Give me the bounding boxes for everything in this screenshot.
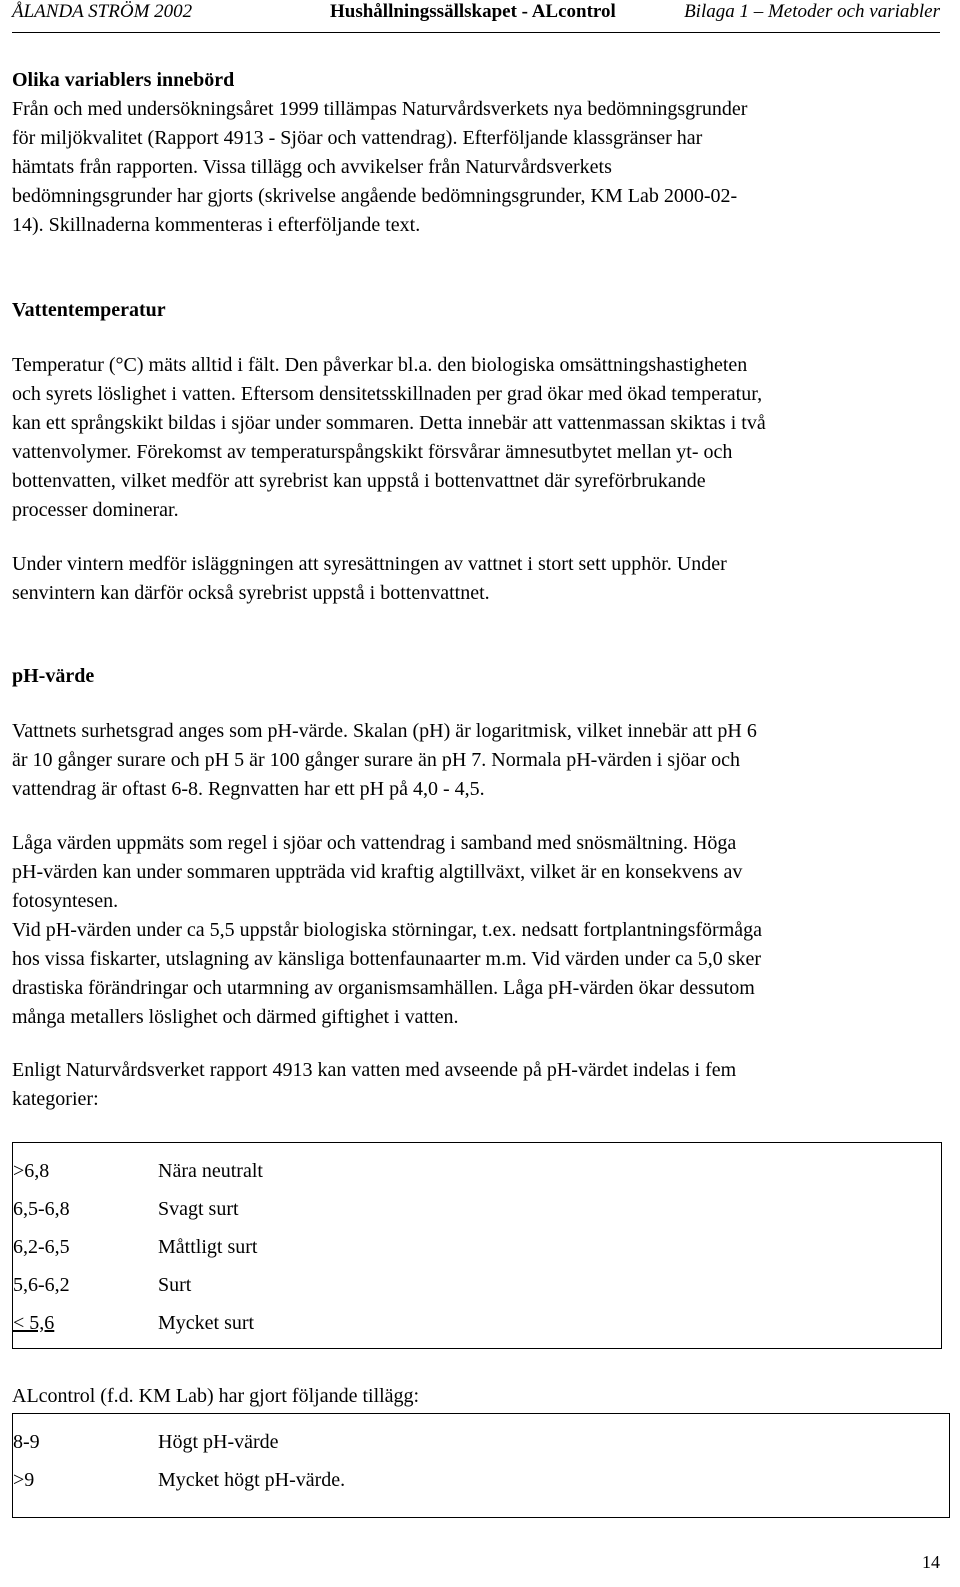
intro-line: 14). Skillnaderna kommenteras i efterföljande text. <box>12 214 421 236</box>
table-row <box>13 1192 941 1230</box>
ph-range: < 5,6 <box>13 1312 55 1334</box>
ph-line: pH-värden kan under sommaren uppträda vid kraftig algtillväxt, vilket är en konsekvens av <box>12 861 743 883</box>
ph-class: Svagt surt <box>158 1198 239 1220</box>
ph-class: Mycket surt <box>158 1312 255 1334</box>
header-center: Hushållningssällskapet - ALcontrol <box>330 1 616 22</box>
ph-class: Surt <box>158 1274 192 1296</box>
ph-class: Högt pH-värde <box>158 1431 279 1453</box>
ph-range: 5,6-6,2 <box>13 1274 70 1296</box>
addition-intro: ALcontrol (f.d. KM Lab) har gjort följande tillägg: <box>12 1385 420 1407</box>
ph-line: Vattnets surhetsgrad anges som pH-värde. Skalan (pH) är logaritmisk, vilket innebär att pH 6 <box>12 720 757 742</box>
temperature-line: bottenvatten, vilket medför att syrebrist kan uppstå i bottenvattnet där syreförbrukande <box>12 470 706 492</box>
intro-title: Olika variablers innebörd <box>12 69 235 91</box>
ph-range: >9 <box>13 1469 35 1491</box>
ph-line: fotosyntesen. <box>12 890 119 912</box>
table-row <box>13 1306 941 1344</box>
intro-line: bedömningsgrunder har gjorts (skrivelse angående bedömningsgrunder, KM Lab 2000-02- <box>12 185 738 207</box>
temperature-paragraph-2 <box>12 550 942 608</box>
addition-intro-block <box>12 1382 942 1411</box>
ph-addition-table <box>12 1413 950 1518</box>
temperature-line: senvintern kan därför också syrebrist uppstå i bottenvattnet. <box>12 582 490 604</box>
ph-class: Måttligt surt <box>158 1236 258 1258</box>
ph-line: Enligt Naturvårdsverket rapport 4913 kan vatten med avseende på pH-värdet indelas i fem <box>12 1059 737 1081</box>
temperature-line: kan ett språngskikt bildas i sjöar under sommaren. Detta innebär att vattenmassan skiktas i två <box>12 412 766 434</box>
table-row <box>13 1268 941 1306</box>
ph-line: många metallers löslighet och därmed giftighet i vatten. <box>12 1006 459 1028</box>
ph-heading: pH-värde <box>12 665 95 687</box>
ph-paragraph-1 <box>12 717 942 804</box>
temperature-line: Temperatur (°C) mäts alltid i fält. Den påverkar bl.a. den biologiska omsättningshastigheten <box>12 354 748 376</box>
temperature-paragraph-1 <box>12 351 942 525</box>
ph-range: 6,5-6,8 <box>13 1198 70 1220</box>
page-number: 14 <box>922 1552 940 1572</box>
temperature-line: vattenvolymer. Förekomst av temperaturspångskikt försvårar ämnesutbytet mellan yt- och <box>12 441 733 463</box>
temperature-line: Under vintern medför isläggningen att syresättningen av vattnet i stort sett upphör. Under <box>12 553 727 575</box>
intro-section <box>12 66 942 240</box>
intro-line: Från och med undersökningsåret 1999 tillämpas Naturvårdsverkets nya bedömningsgrunder <box>12 98 748 120</box>
table-row <box>13 1425 949 1463</box>
table-row <box>13 1463 949 1501</box>
ph-paragraph-3 <box>12 1056 942 1114</box>
header-left: ÅLANDA STRÖM 2002 <box>12 1 193 22</box>
header-right: Bilaga 1 – Metoder och variabler <box>684 1 940 22</box>
intro-line: för miljökvalitet (Rapport 4913 - Sjöar och vattendrag). Efterföljande klassgränser har <box>12 127 703 149</box>
ph-line: Vid pH-värden under ca 5,5 uppstår biologiska störningar, t.ex. nedsatt fortplantningsförmåga <box>12 919 763 941</box>
temperature-line: och syrets löslighet i vatten. Eftersom densitetsskillnaden per grad ökar med ökad temperatur, <box>12 383 763 405</box>
ph-line: kategorier: <box>12 1088 99 1110</box>
intro-line: hämtats från rapporten. Vissa tillägg och avvikelser från Naturvårdsverkets <box>12 156 612 178</box>
ph-line: Låga värden uppmäts som regel i sjöar och vattendrag i samband med snösmältning. Höga <box>12 832 737 854</box>
ph-range: 8-9 <box>13 1431 40 1453</box>
ph-class: Mycket högt pH-värde. <box>158 1469 346 1491</box>
page-header <box>12 0 940 33</box>
ph-line: vattendrag är oftast 6-8. Regnvatten har ett pH på 4,0 - 4,5. <box>12 778 485 800</box>
table-row <box>13 1154 941 1192</box>
ph-line: drastiska förändringar och utarmning av organismsamhällen. Låga pH-värden ökar dessutom <box>12 977 755 999</box>
ph-line: är 10 gånger surare och pH 5 är 100 gånger surare än pH 7. Normala pH-värden i sjöar och <box>12 749 741 771</box>
table-row <box>13 1230 941 1268</box>
ph-range: 6,2-6,5 <box>13 1236 70 1258</box>
temperature-line: processer dominerar. <box>12 499 179 521</box>
ph-section <box>12 662 942 691</box>
ph-class: Nära neutralt <box>158 1160 263 1182</box>
ph-category-table <box>12 1142 942 1349</box>
temperature-heading: Vattentemperatur <box>12 299 166 321</box>
temperature-section <box>12 296 942 325</box>
ph-line: hos vissa fiskarter, utslagning av känsliga bottenfaunaarter m.m. Vid värden under ca 5,0 sker <box>12 948 762 970</box>
ph-paragraph-2 <box>12 829 942 1032</box>
ph-range: >6,8 <box>13 1160 50 1182</box>
